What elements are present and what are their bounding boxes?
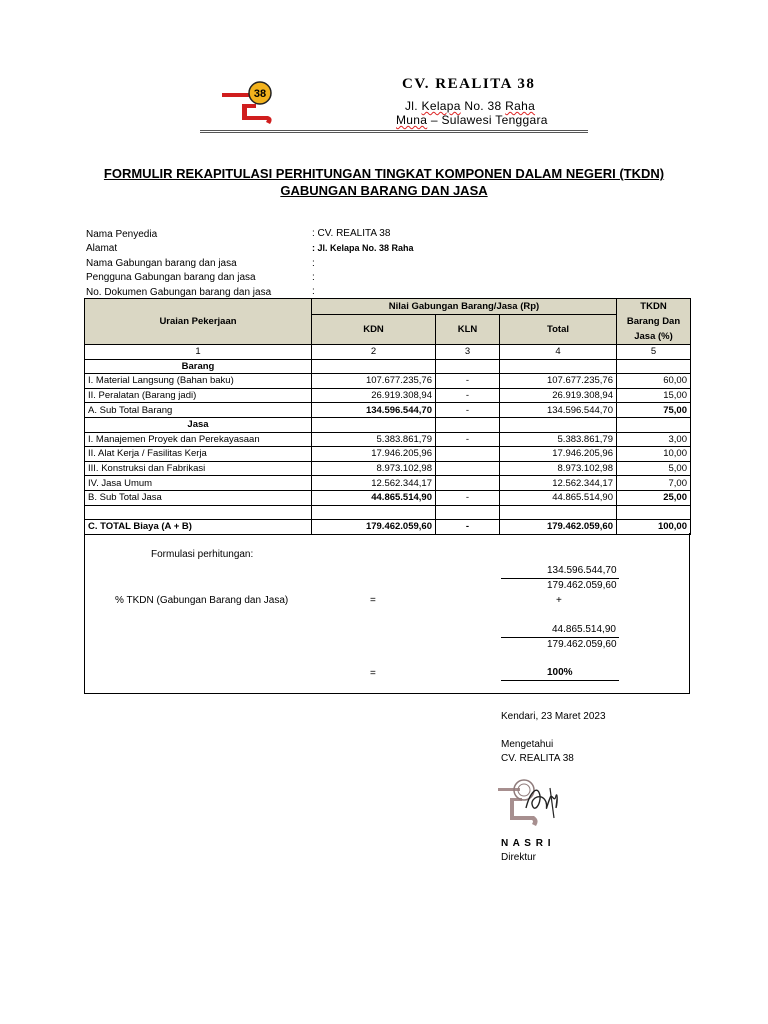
- row-kdn: 134.596.544,70: [312, 403, 436, 418]
- acknowledgement-label: Mengetahui: [501, 739, 554, 750]
- row-label: C. TOTAL Biaya (A + B): [85, 520, 312, 535]
- row-total: 134.596.544,70: [500, 403, 617, 418]
- letterhead: [200, 72, 588, 134]
- row-total: 179.462.059,60: [500, 520, 617, 535]
- table-header-row: [85, 299, 691, 315]
- table-row: [85, 374, 691, 389]
- info-label-penyedia: Nama Penyedia: [86, 229, 158, 240]
- formula-box: [84, 533, 690, 694]
- row-total: 8.973.102,98: [500, 461, 617, 476]
- row-label: A. Sub Total Barang: [85, 403, 312, 418]
- row-label: II. Alat Kerja / Fasilitas Kerja: [85, 447, 312, 462]
- company-stamp-signature: [494, 774, 566, 836]
- formula-result: 100%: [547, 667, 573, 678]
- row-tkdn: 10,00: [617, 447, 691, 462]
- form-title-line1: FORMULIR REKAPITULASI PERHITUNGAN TINGKAT KOMPONEN DALAM NEGERI (TKDN): [103, 166, 665, 181]
- row-label: II. Peralatan (Barang jadi): [85, 388, 312, 403]
- info-value-no-dokumen: :: [312, 286, 315, 297]
- row-label: I. Material Langsung (Bahan baku): [85, 374, 312, 389]
- header-uraian: Uraian Pekerjaan: [85, 299, 312, 345]
- company-logo: [222, 78, 282, 128]
- spacer-row: [85, 505, 691, 520]
- formula-plus: +: [556, 595, 562, 606]
- letterhead-divider: [200, 130, 588, 133]
- form-title-line2: GABUNGAN BARANG DAN JASA: [280, 183, 488, 198]
- row-tkdn: 5,00: [617, 461, 691, 476]
- info-label-pengguna: Pengguna Gabungan barang dan jasa: [86, 272, 256, 283]
- row-kdn: 5.383.861,79: [312, 432, 436, 447]
- row-tkdn: 15,00: [617, 388, 691, 403]
- fraction-line-2: [501, 637, 619, 638]
- company-address-line1: Jl. Kelapa No. 38 Raha: [405, 99, 536, 113]
- formula-numerator-1: 134.596.544,70: [547, 565, 617, 576]
- row-kln: -: [436, 403, 500, 418]
- section-row-jasa: [85, 417, 691, 432]
- section-heading-jasa: Jasa: [85, 417, 312, 432]
- subtotal-row-barang: [85, 403, 691, 418]
- row-kln: [436, 461, 500, 476]
- table-colnum-row: [85, 345, 691, 360]
- row-kdn: 179.462.059,60: [312, 520, 436, 535]
- table-row: [85, 432, 691, 447]
- row-total: 17.946.205,96: [500, 447, 617, 462]
- row-kdn: 12.562.344,17: [312, 476, 436, 491]
- row-kln: -: [436, 490, 500, 505]
- row-label: III. Konstruksi dan Fabrikasi: [85, 461, 312, 476]
- row-tkdn: 75,00: [617, 403, 691, 418]
- result-underline: [501, 680, 619, 681]
- table-row: [85, 388, 691, 403]
- row-kln: [436, 476, 500, 491]
- header-kln: KLN: [436, 314, 500, 344]
- signatory-name: N A S R I: [501, 838, 552, 849]
- row-label: IV. Jasa Umum: [85, 476, 312, 491]
- logo-number: 38: [253, 88, 267, 100]
- row-kdn: 17.946.205,96: [312, 447, 436, 462]
- section-row-barang: [85, 359, 691, 374]
- row-total: 5.383.861,79: [500, 432, 617, 447]
- company-address-line2: Muna – Sulawesi Tenggara: [396, 113, 548, 127]
- colnum-1: 1: [85, 345, 312, 360]
- row-tkdn: 3,00: [617, 432, 691, 447]
- row-label: B. Sub Total Jasa: [85, 490, 312, 505]
- row-kln: -: [436, 374, 500, 389]
- fraction-line-1: [501, 578, 619, 579]
- table-row: [85, 461, 691, 476]
- info-label-nama-gabungan: Nama Gabungan barang dan jasa: [86, 258, 237, 269]
- row-tkdn: 100,00: [617, 520, 691, 535]
- section-heading-barang: Barang: [85, 359, 312, 374]
- formula-numerator-2: 44.865.514,90: [552, 624, 616, 635]
- formula-denominator-2: 179.462.059,60: [547, 639, 617, 650]
- place-date: Kendari, 23 Maret 2023: [501, 711, 606, 722]
- header-nilai: Nilai Gabungan Barang/Jasa (Rp): [312, 299, 617, 315]
- row-total: 107.677.235,76: [500, 374, 617, 389]
- formula-denominator-1: 179.462.059,60: [547, 580, 617, 591]
- header-tkdn: TKDN Barang Dan Jasa (%): [617, 299, 691, 345]
- subtotal-row-jasa: [85, 490, 691, 505]
- row-kdn: 44.865.514,90: [312, 490, 436, 505]
- row-tkdn: 60,00: [617, 374, 691, 389]
- colnum-2: 2: [312, 345, 436, 360]
- info-value-nama-gabungan: :: [312, 258, 315, 269]
- info-value-penyedia: : CV. REALITA 38: [312, 228, 391, 239]
- row-kln: -: [436, 520, 500, 535]
- row-kln: [436, 447, 500, 462]
- row-kdn: 107.677.235,76: [312, 374, 436, 389]
- formula-title: Formulasi perhitungan:: [151, 549, 254, 560]
- tkdn-table: [84, 298, 691, 535]
- formula-equals-1: =: [370, 595, 376, 606]
- colnum-3: 3: [436, 345, 500, 360]
- table-row: [85, 447, 691, 462]
- row-total: 12.562.344,17: [500, 476, 617, 491]
- row-kdn: 26.919.308,94: [312, 388, 436, 403]
- colnum-5: 5: [617, 345, 691, 360]
- row-kdn: 8.973.102,98: [312, 461, 436, 476]
- company-name: CV. REALITA 38: [402, 76, 536, 92]
- row-label: I. Manajemen Proyek dan Perekayasaan: [85, 432, 312, 447]
- formula-equals-2: =: [370, 668, 376, 679]
- formula-label: % TKDN (Gabungan Barang dan Jasa): [115, 595, 289, 606]
- header-total: Total: [500, 314, 617, 344]
- signatory-position: Direktur: [501, 852, 537, 863]
- row-kln: -: [436, 432, 500, 447]
- row-tkdn: 25,00: [617, 490, 691, 505]
- row-tkdn: 7,00: [617, 476, 691, 491]
- info-value-alamat: : Jl. Kelapa No. 38 Raha: [312, 243, 414, 253]
- signatory-company: CV. REALITA 38: [501, 753, 574, 764]
- row-total: 44.865.514,90: [500, 490, 617, 505]
- colnum-4: 4: [500, 345, 617, 360]
- info-label-no-dokumen: No. Dokumen Gabungan barang dan jasa: [86, 287, 272, 298]
- table-row: [85, 476, 691, 491]
- info-label-alamat: Alamat: [86, 243, 118, 254]
- row-kln: -: [436, 388, 500, 403]
- info-value-pengguna: :: [312, 272, 315, 283]
- row-total: 26.919.308,94: [500, 388, 617, 403]
- header-kdn: KDN: [312, 314, 436, 344]
